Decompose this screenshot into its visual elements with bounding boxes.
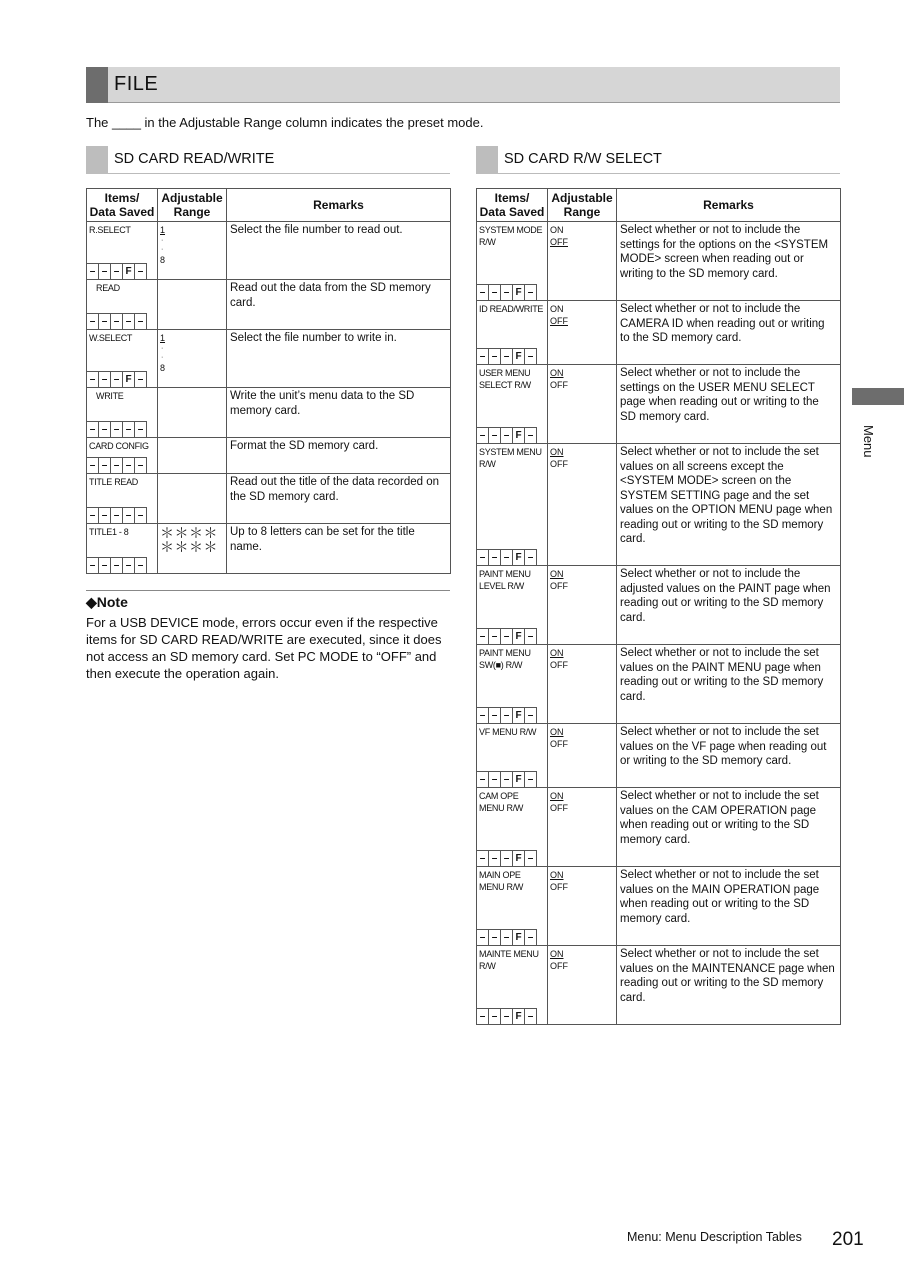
remarks-cell: Select whether or not to include the settings for the options on the <SYSTEM MODE> screen when reading out or writing to the SD memory card. [617,222,841,301]
range-dots: · · [161,237,164,253]
flag-cell: F [513,1009,525,1024]
page-number: 201 [832,1229,864,1250]
flag-cell: – [135,508,147,523]
range-off: OFF [550,237,568,247]
item-name: SYSTEM MENU R/W [479,447,542,469]
item-cell [477,645,548,724]
range-values [548,444,616,470]
flag-cell: F [513,708,525,723]
flag-cell: – [123,422,135,437]
range-cell [158,524,227,574]
range-cell [158,330,227,388]
range-values [548,222,616,248]
range-first: 1 [160,333,166,343]
header-range: Adjustable Range [548,189,617,222]
range-cell [158,222,227,280]
range-cell [548,444,617,566]
flag-row [87,557,147,573]
item-cell [477,724,548,788]
flag-cell: – [489,930,501,945]
page-title: FILE [114,73,159,95]
flag-cell: – [111,458,123,473]
flag-cell: – [123,508,135,523]
flag-row [477,850,537,866]
table-row [87,438,451,474]
range-cell [548,222,617,301]
flag-cell: – [477,349,489,364]
item-cell [477,566,548,645]
range-off: OFF [550,316,568,326]
range-last: 8 [160,363,166,373]
item-name: SYSTEM MODE R/W [479,225,543,247]
flag-row [477,929,537,945]
flag-cell: – [477,629,489,644]
flag-row [477,348,537,364]
flag-cell: F [513,349,525,364]
flag-cell: F [513,285,525,300]
flag-cell: – [135,372,147,387]
flag-row [87,263,147,279]
flag-cell: – [501,428,513,443]
flag-cell: – [111,558,123,573]
flag-cell: – [99,314,111,329]
remarks-cell: Up to 8 letters can be set for the title name. [227,524,451,574]
flag-row [477,549,537,565]
range-on: ON [550,569,564,579]
sd-card-read-write-table [86,188,451,574]
remarks-cell: Select whether or not to include the set values on the MAINTENANCE page when reading out or writing to the SD memory card. [617,946,841,1025]
remarks-cell: Select the file number to write in. [227,330,451,388]
flag-cell: – [477,772,489,787]
table-row [87,222,451,280]
remarks-cell: Select whether or not to include the set values on the CAM OPERATION page when reading out or writing to the SD memory card. [617,788,841,867]
range-off: OFF [550,459,568,469]
item-cell [87,438,158,474]
flag-cell: – [111,508,123,523]
remarks-cell: Select whether or not to include the adjusted values on the PAINT page when reading out or writing to the SD memory card. [617,566,841,645]
flag-cell: – [477,708,489,723]
flag-cell: – [501,550,513,565]
flag-cell: – [525,772,537,787]
flag-cell: F [513,930,525,945]
flag-cell: – [87,314,99,329]
table-row [477,301,841,365]
flag-cell: – [135,458,147,473]
table-row [477,365,841,444]
range-cell [548,301,617,365]
flag-cell: – [99,422,111,437]
flag-cell: – [525,1009,537,1024]
flag-cell: – [525,550,537,565]
flag-cell: – [501,708,513,723]
range-values [548,365,616,391]
flag-cell: – [135,314,147,329]
item-name: PAINT MENU LEVEL R/W [479,569,531,591]
flag-row [477,284,537,300]
flag-row [87,313,147,329]
table-row [477,788,841,867]
table-row [477,222,841,301]
flag-cell: – [501,772,513,787]
item-cell [477,946,548,1025]
flag-cell: – [489,285,501,300]
flag-cell: – [99,458,111,473]
range-cell [548,645,617,724]
flag-row [477,707,537,723]
flag-cell: – [123,458,135,473]
item-cell [477,867,548,946]
range-values [548,788,616,814]
range-values [548,301,616,327]
remarks-cell: Select whether or not to include the settings on the USER MENU SELECT page when reading out or writing to the SD memory card. [617,365,841,444]
range-off: OFF [550,581,568,591]
item-name: READ [96,283,120,293]
note-heading: ◆Note [86,594,128,610]
flag-cell: – [87,372,99,387]
section-title-right: SD CARD R/W SELECT [504,151,662,167]
flag-cell: – [501,285,513,300]
flag-cell: – [501,851,513,866]
range-cell [548,867,617,946]
range-text: ＊＊＊＊＊＊＊＊ [160,525,218,555]
item-name: TITLE1 - 8 [89,527,129,537]
flag-cell: – [489,349,501,364]
range-values [158,222,226,266]
header-range: Adjustable Range [158,189,227,222]
flag-cell: – [489,550,501,565]
header-items: Items/ Data Saved [477,189,548,222]
range-values [158,330,226,374]
title-marker [86,67,108,103]
range-off: OFF [550,739,568,749]
flag-cell: – [111,372,123,387]
item-name: WRITE [96,391,124,401]
item-name: PAINT MENU SW(■) R/W [479,648,531,670]
flag-cell: – [501,349,513,364]
flag-cell: – [99,508,111,523]
intro-text: The ____ in the Adjustable Range column indicates the preset mode. [86,115,484,130]
flag-cell: – [123,314,135,329]
item-name: TITLE READ [89,477,139,487]
flag-cell: – [477,285,489,300]
range-cell [158,388,227,438]
flag-row [87,457,147,473]
item-name: CARD CONFIG [89,441,149,451]
item-name: R.SELECT [89,225,131,235]
sd-card-rw-select-table [476,188,841,1025]
range-on: ON [550,870,564,880]
flag-cell: – [489,708,501,723]
remarks-cell: Write the unit’s menu data to the SD memory card. [227,388,451,438]
item-name: USER MENU SELECT R/W [479,368,531,390]
item-cell [477,222,548,301]
table-row [87,524,451,574]
remarks-cell: Select whether or not to include the set values on the VF page when reading out or writing to the SD memory card. [617,724,841,788]
flag-cell: F [513,772,525,787]
section-title-left: SD CARD READ/WRITE [114,151,275,167]
range-first: 1 [160,225,166,235]
flag-cell: – [111,264,123,279]
flag-cell: – [111,314,123,329]
remarks-cell: Select whether or not to include the set values on the MAIN OPERATION page when reading out or writing to the SD memory card. [617,867,841,946]
table-row [477,645,841,724]
table-header-row [87,189,451,222]
range-off: OFF [550,803,568,813]
item-name: MAIN OPE MENU R/W [479,870,524,892]
table-row [477,724,841,788]
flag-cell: – [501,629,513,644]
flag-cell: F [513,851,525,866]
range-cell [548,946,617,1025]
flag-cell: – [489,851,501,866]
side-tab-marker [852,388,904,405]
item-cell [477,788,548,867]
item-cell [87,474,158,524]
item-cell [477,365,548,444]
section-marker [476,146,498,174]
range-cell [548,566,617,645]
flag-cell: – [477,1009,489,1024]
flag-cell: – [99,372,111,387]
flag-cell: – [489,772,501,787]
flag-cell: – [489,629,501,644]
table-row [87,330,451,388]
remarks-cell: Select the file number to read out. [227,222,451,280]
range-dots: · · [161,345,164,361]
flag-cell: – [501,1009,513,1024]
table-row [477,566,841,645]
range-values [548,566,616,592]
item-name: CAM OPE MENU R/W [479,791,524,813]
flag-cell: – [87,458,99,473]
header-items: Items/ Data Saved [87,189,158,222]
flag-row [477,628,537,644]
range-on: ON [550,791,564,801]
range-values [548,724,616,750]
table-row [87,280,451,330]
range-on: ON [550,368,564,378]
header-remarks: Remarks [227,189,451,222]
flag-cell: – [87,508,99,523]
remarks-cell: Select whether or not to include the set values on the PAINT MENU page when reading out or writing to the SD memory card. [617,645,841,724]
flag-cell: – [123,558,135,573]
flag-cell: – [111,422,123,437]
section-marker [86,146,108,174]
flag-row [477,427,537,443]
range-values [548,946,616,972]
flag-row [87,421,147,437]
item-cell [87,280,158,330]
remarks-cell: Format the SD memory card. [227,438,451,474]
flag-cell: F [123,264,135,279]
table-row [87,474,451,524]
item-cell [477,444,548,566]
flag-cell: – [489,428,501,443]
remarks-cell: Read out the title of the data recorded on the SD memory card. [227,474,451,524]
flag-cell: – [87,264,99,279]
item-cell [87,524,158,574]
header-remarks: Remarks [617,189,841,222]
item-cell [87,222,158,280]
range-cell [548,365,617,444]
flag-cell: – [477,428,489,443]
page-title-bar [86,67,840,103]
note-body: For a USB DEVICE mode, errors occur even if the respective items for SD CARD READ/WRITE are executed, since it does not access an SD memory card. Set PC MODE to “OFF” and then execute the operation again. [86,615,442,681]
remarks-cell: Select whether or not to include the set values on all screens except the <SYSTEM MODE> screen on the SYSTEM SETTING page and the set values on the OPTION MENU page when reading out or writing to the SD memory card. [617,444,841,566]
section-header-right [476,146,840,174]
range-off: OFF [550,961,568,971]
table-row [477,946,841,1025]
range-cell [158,438,227,474]
section-header-left [86,146,450,174]
flag-cell: F [513,428,525,443]
flag-cell: – [525,930,537,945]
range-cell [158,280,227,330]
remarks-cell: Select whether or not to include the CAMERA ID when reading out or writing to the SD memory card. [617,301,841,365]
flag-cell: F [513,550,525,565]
note-divider [86,590,450,591]
flag-cell: – [87,558,99,573]
table-row [87,388,451,438]
flag-cell: – [525,851,537,866]
table-row [477,444,841,566]
item-cell [87,330,158,388]
flag-cell: F [123,372,135,387]
range-off: OFF [550,882,568,892]
item-name: ID READ/WRITE [479,304,544,314]
flag-cell: – [135,422,147,437]
flag-row [87,507,147,523]
flag-cell: – [525,285,537,300]
flag-cell: – [501,930,513,945]
range-on: ON [550,949,564,959]
range-cell [158,474,227,524]
flag-cell: – [477,930,489,945]
flag-row [87,371,147,387]
flag-cell: – [99,558,111,573]
table-header-row [477,189,841,222]
flag-cell: – [135,264,147,279]
range-last: 8 [160,255,166,265]
range-off: OFF [550,380,568,390]
flag-row [477,1008,537,1024]
range-values [548,867,616,893]
side-tab-label: Menu [861,425,876,458]
flag-cell: – [99,264,111,279]
remarks-cell: Read out the data from the SD memory card. [227,280,451,330]
range-cell [548,724,617,788]
flag-cell: – [87,422,99,437]
flag-cell: – [525,708,537,723]
range-off: OFF [550,660,568,670]
flag-cell: – [525,349,537,364]
item-name: MAINTE MENU R/W [479,949,539,971]
item-name: VF MENU R/W [479,727,537,737]
flag-row [477,771,537,787]
flag-cell: – [489,1009,501,1024]
table-row [477,867,841,946]
flag-cell: – [525,428,537,443]
item-name: W.SELECT [89,333,133,343]
flag-cell: – [525,629,537,644]
range-values [548,645,616,671]
flag-cell: – [135,558,147,573]
range-on: ON [550,447,564,457]
range-on: ON [550,225,564,235]
item-cell [477,301,548,365]
range-on: ON [550,304,564,314]
range-on: ON [550,648,564,658]
footer-text: Menu: Menu Description Tables [627,1230,802,1244]
range-cell [548,788,617,867]
flag-cell: – [477,550,489,565]
range-on: ON [550,727,564,737]
item-cell [87,388,158,438]
flag-cell: – [477,851,489,866]
flag-cell: F [513,629,525,644]
